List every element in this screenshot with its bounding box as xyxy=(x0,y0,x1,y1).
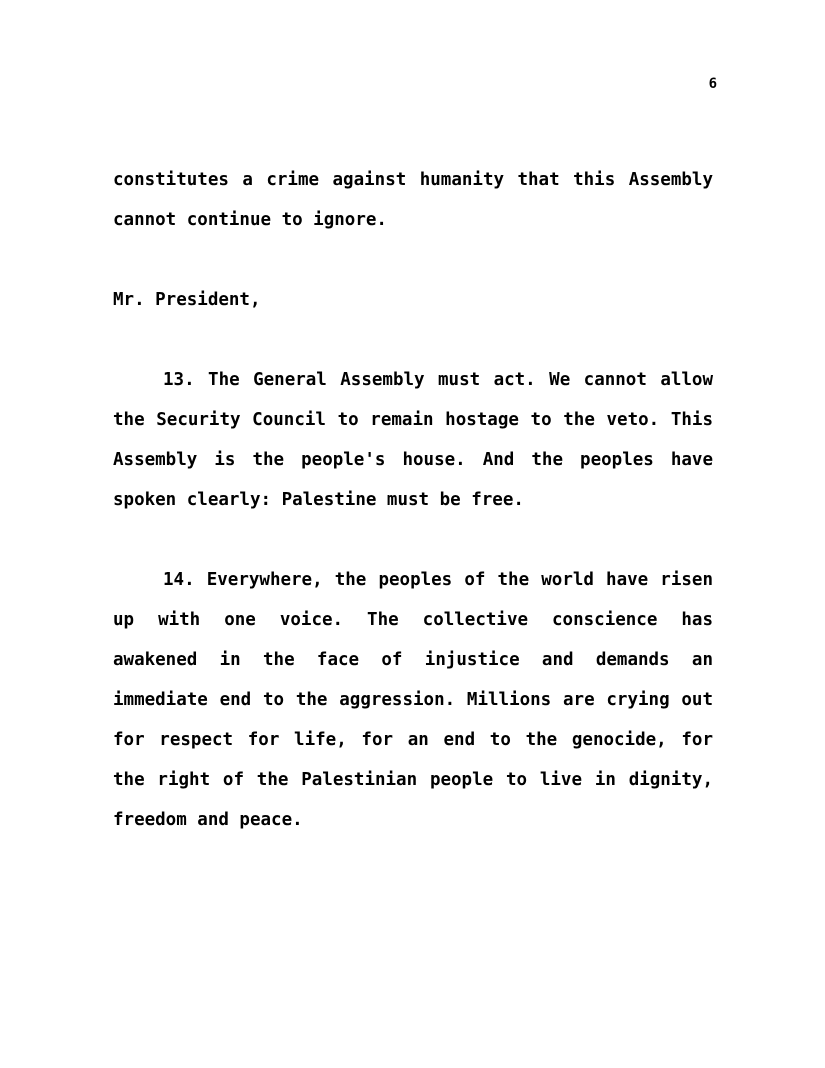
page-number: 6 xyxy=(708,76,717,92)
paragraph-14: 14. Everywhere, the peoples of the world have risen up with one voice. The collective conscience has awakened in the face of injustice and demands an immediate end to the aggression. Millions are crying out for respect for life, for an end to the genocide, for the right of the Palestinian people to live in dignity, freedom and peace. xyxy=(113,570,724,830)
paragraph-spacer xyxy=(113,320,713,360)
paragraph-salutation: Mr. President, xyxy=(113,290,261,310)
paragraph-13: 13. The General Assembly must act. We cannot allow the Security Council to remain hostage to the veto. This Assembly is the people's house. And the peoples have spoken clearly: Palestine must be free. xyxy=(113,370,724,510)
document-body xyxy=(113,160,724,840)
paragraph-continuation: constitutes a crime against humanity that this Assembly cannot continue to ignore. xyxy=(113,170,724,230)
paragraph-spacer xyxy=(113,240,713,280)
paragraph-spacer xyxy=(113,520,713,560)
